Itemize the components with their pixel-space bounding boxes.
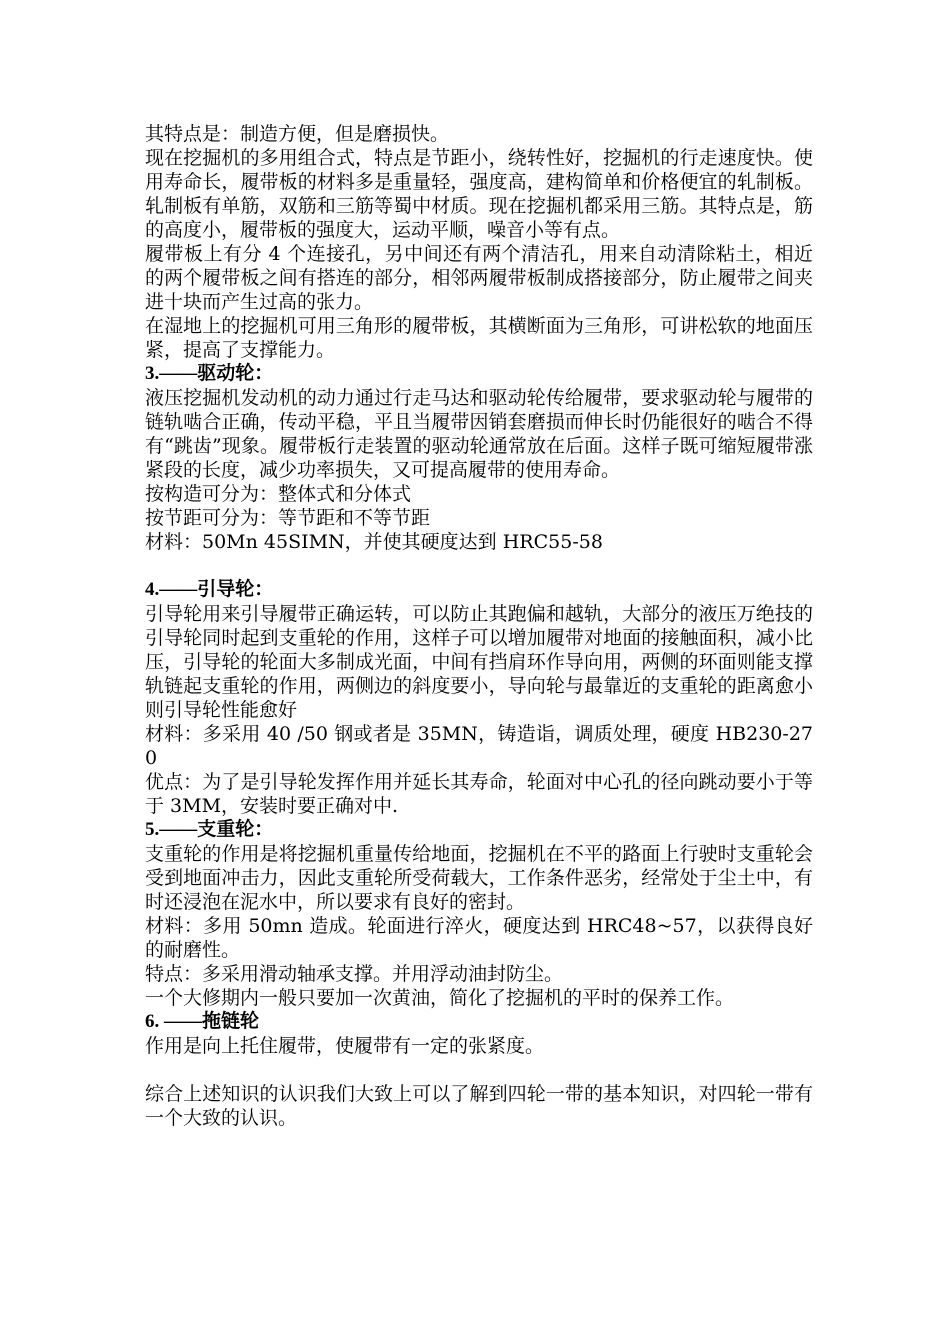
paragraph-summary: 综合上述知识的认识我们大致上可以了解到四轮一带的基本知识，对四轮一带有一个大致的认识。: [145, 1083, 813, 1129]
paragraph-features: 其特点是：制造方便，但是磨损快。: [145, 123, 450, 145]
heading-drive-wheel: 3.——驱动轮：: [145, 363, 274, 384]
paragraph-wetland: 在湿地上的挖掘机可用三角形的履带板，其横断面为三角形，可讲松软的地面压紧，提高了支撑能力。: [145, 315, 813, 361]
paragraph-track-roller: 支重轮的作用是将挖掘机重量传给地面，挖掘机在不平的路面上行驶时支重轮会受到地面冲击力，因此支重轮所受荷载大，工作条件恶劣，经常处于尘土中，有时还浸泡在泥水中，所以要求有良好的密封。: [145, 843, 813, 913]
document-page: [145, 122, 813, 1130]
paragraph-idler-advantage: 优点：为了是引导轮发挥作用并延长其寿命，轮面对中心孔的径向跳动要小于等于 3MM，安装时要正确对中.: [145, 771, 813, 817]
blank-line: [145, 1058, 813, 1082]
paragraph-pitch-types: 按节距可分为：等节距和不等节距: [145, 507, 431, 529]
paragraph-idler-wheel: 引导轮用来引导履带正确运转，可以防止其跑偏和越轨，大部分的液压万绝技的引导轮同时起到支重轮的作用，这样子可以增加履带对地面的接触面积，减小比压，引导轮的轮面大多制成光面，中间有挡肩环作导向用，两侧的环面则能支撑轨链起支重轮的作用，两侧边的斜度要小，导向轮与最靠近的支重轮的距离愈小则引导轮性能愈好: [145, 603, 813, 721]
paragraph-drive-material: 材料：50Mn 45SIMN，并使其硬度达到 HRC55-58: [145, 531, 603, 553]
paragraph-drive-wheel: 液压挖掘机发动机的动力通过行走马达和驱动轮传给履带，要求驱动轮与履带的链轨啮合正确，传动平稳，平且当履带因销套磨损而伸长时仍能很好的啮合不得有“跳齿”现象。履带板行走装置的驱动轮通常放在后面。这样子既可缩短履带涨紧段的长度，减少功率损失，又可提高履带的使用寿命。: [145, 387, 813, 481]
paragraph-track-holes: 履带板上有分 4 个连接孔，另中间还有两个清洁孔，用来自动清除粘土，相近的两个履带板之间有搭连的部分，相邻两履带板制成搭接部分，防止履带之间夹进十块而产生过高的张力。: [145, 243, 813, 313]
blank-line: [145, 554, 813, 578]
heading-idler-wheel: 4.——引导轮：: [145, 579, 274, 600]
heading-track-roller: 5.——支重轮：: [145, 819, 274, 840]
paragraph-carrier-roller: 作用是向上托住履带，使履带有一定的张紧度。: [145, 1035, 545, 1057]
paragraph-structure-types: 按构造可分为：整体式和分体式: [145, 483, 412, 505]
heading-carrier-roller: 6. ——拖链轮: [145, 1011, 260, 1032]
paragraph-idler-material: 材料：多采用 40 /50 钢或者是 35MN，铸造诣，调质处理，硬度 HB230-270: [145, 723, 813, 769]
paragraph-roller-maintenance: 一个大修期内一般只要加一次黄油，简化了挖掘机的平时的保养工作。: [145, 987, 735, 1009]
paragraph-combined-type: 现在挖掘机的多用组合式，特点是节距小，绕转性好，挖掘机的行走速度快。使用寿命长，履带板的材料多是重量轻，强度高，建构简单和价格便宜的轧制板。轧制板有单筋，双筋和三筋等蜀中材质。现在挖掘机都采用三筋。其特点是，筋的高度小，履带板的强度大，运动平顺，噪音小等有点。: [145, 147, 813, 241]
paragraph-roller-features: 特点：多采用滑动轴承支撑。并用浮动油封防尘。: [145, 963, 564, 985]
paragraph-roller-material: 材料：多用 50mn 造成。轮面进行淬火，硬度达到 HRC48~57，以获得良好的耐磨性。: [145, 915, 813, 961]
